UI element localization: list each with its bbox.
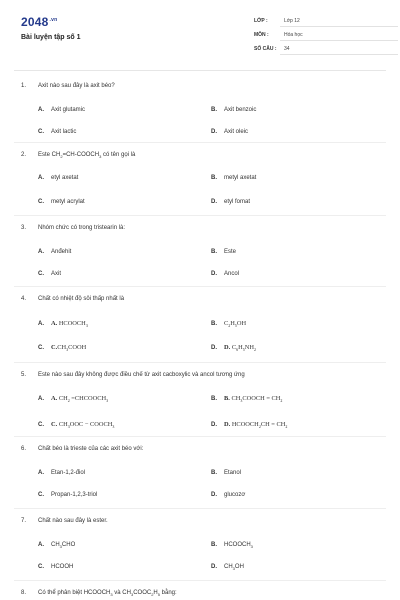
option-letter: B. [211, 470, 217, 476]
question-number: 6. [21, 446, 27, 452]
question-number: 2. [21, 152, 27, 158]
question-stem [21, 372, 245, 378]
question-stem [21, 446, 143, 452]
answer-option[interactable] [38, 395, 108, 402]
answer-option[interactable] [38, 175, 78, 181]
option-text: etyl fomat [224, 199, 251, 205]
question-text: Nhóm chức có trong tristearin là: [38, 225, 126, 231]
option-letter: C. [38, 199, 44, 205]
answer-option[interactable] [211, 271, 239, 277]
option-text: B. $CH_3COOCH = CH_2$ [224, 395, 283, 403]
option-letter: A. [38, 107, 44, 113]
answer-option[interactable] [211, 564, 244, 570]
answer-option[interactable] [38, 271, 61, 277]
question-number: 3. [21, 225, 27, 231]
option-text: C. $CH_3OOC$ − $COOCH_3$ [51, 421, 115, 429]
option-text: Anđehit [51, 249, 72, 255]
option-text: $CH_3CHO$ [51, 542, 76, 549]
question-divider [14, 142, 386, 143]
option-letter: D. [211, 492, 217, 498]
question-number: 7. [21, 518, 27, 524]
option-letter: B. [211, 396, 217, 402]
option-text: Etanol [224, 470, 242, 476]
option-letter: B. [211, 175, 217, 181]
option-text: Axit oleic [224, 129, 249, 135]
answer-option[interactable] [211, 421, 287, 428]
answer-option[interactable] [38, 421, 114, 428]
option-text: Este [224, 249, 237, 255]
option-letter: C. [38, 564, 44, 570]
option-text: HCOOH [51, 564, 74, 570]
answer-option[interactable] [38, 129, 76, 135]
answer-option[interactable] [211, 249, 236, 255]
question-text: Chất có nhiệt độ sôi thấp nhất là [38, 296, 125, 302]
option-text: $HCOOCH_3$ [224, 542, 253, 549]
question-text: Có thể phân biệt $HCOOCH_3$ và $CH_3COOC_2H_5$ bằng: [38, 590, 177, 597]
question-divider [14, 508, 386, 509]
answer-option[interactable] [38, 199, 85, 205]
question-text: Este nào sau đây không được điều chế từ axit cacboxylic và ancol tương ứng [38, 372, 245, 378]
option-letter: C. [38, 422, 44, 428]
option-text: Ancol [224, 271, 240, 277]
question-text: Axit nào sau đây là axit béo? [38, 83, 115, 89]
option-text: D. $HCOOCH_2CH = CH_2$ [224, 421, 288, 429]
option-text: $C_2H_5OH$ [224, 320, 247, 328]
answer-option[interactable] [38, 542, 75, 548]
question-divider [14, 215, 386, 216]
option-text: metyl axetat [224, 175, 257, 181]
option-text: Propan-1,2,3-triol [51, 492, 98, 498]
option-letter: B. [211, 542, 217, 548]
option-letter: D. [211, 271, 217, 277]
answer-option[interactable] [211, 175, 256, 181]
option-text: Axit benzoic [224, 107, 257, 113]
option-letter: D. [211, 345, 217, 351]
option-letter: C. [38, 492, 44, 498]
question-text: Chất béo là trieste của các axit béo với: [38, 446, 144, 452]
answer-option[interactable] [211, 199, 250, 205]
question-divider [14, 286, 386, 287]
option-letter: A. [38, 470, 44, 476]
answer-option[interactable] [211, 107, 256, 113]
option-text: metyl acrylat [51, 199, 85, 205]
question-text: Este $CH_2=CH-COOCH_3$ có tên gọi là [38, 152, 136, 159]
option-letter: A. [38, 249, 44, 255]
option-letter: D. [211, 564, 217, 570]
option-letter: C. [38, 271, 44, 277]
option-letter: A. [38, 321, 44, 327]
option-letter: B. [211, 249, 217, 255]
question-divider [14, 580, 386, 581]
option-text: etyl axetat [51, 175, 79, 181]
worksheet-page: $2048^{.vn}$ Bài luyện tập số 1 LỚP : Lớp 12 MÔN : Hóa học SỐ CÂU : 34 1. Axit nào sau đây là axit béo? A. Axit glutamic B. Axit benzoic C. Axit lactic D. Axit oleic 2. Este $CH_2=CH-COOCH_3$ có tên gọi là A. etyl axetat B. metyl axetat C. metyl acrylat D. etyl fomat 3. Nhóm chức có trong tristearin là: A. Anđehit B. Este C. Axit D. Ancol 4. Chất có nhiệt độ sôi thấp nhất là A. A. $HCOOCH_3$ B. $C_2H_5OH$ C. $C.CH_3COOH$ D. D. $C_6H_5NH_2$ 5. Este nào sau đây không được điều chế từ axit cacboxylic và ancol tương ứng A. A. $CH_2$ $=CHCOOCH_3$ B. B. $CH_3COOCH = CH_2$ C. C. $CH_3OOC$ − $COOCH_3$ D. D. $HCOOCH_2CH = CH_2$ 6. Chất béo là trieste của các axit béo với: A. Etan-1,2-điol B. Etanol C. Propan-1,2,3-triol D. glucozơ 7. Chất nào sau đây là ester. A. $CH_3CHO$ B. $HCOOCH_3$ C. HCOOH D. $CH_3OH$ 8. Có thể phân biệt $HCOOCH_3$ và $CH_3COOC_2H_5$ bằng: [0, 0, 400, 600]
option-text: $C.CH_3COOH$ [51, 344, 87, 352]
question-number: 1. [21, 83, 27, 89]
option-text: A. $CH_2$ $=CHCOOCH_3$ [51, 395, 109, 403]
header-divider [14, 70, 386, 71]
option-letter: D. [211, 129, 217, 135]
option-letter: B. [211, 107, 217, 113]
answer-option[interactable] [211, 129, 248, 135]
question-divider [14, 436, 386, 437]
option-text: Axit glutamic [51, 107, 86, 113]
answer-option[interactable] [38, 249, 71, 255]
question-divider [14, 362, 386, 363]
question-stem [21, 518, 108, 524]
question-stem [21, 590, 177, 596]
answer-option[interactable] [38, 320, 88, 327]
answer-option[interactable] [211, 395, 282, 402]
option-letter: A. [38, 542, 44, 548]
question-number: 4. [21, 296, 27, 302]
answer-option[interactable] [38, 107, 85, 113]
option-letter: D. [211, 422, 217, 428]
answer-option[interactable] [38, 470, 85, 476]
logo[interactable]: $2048^{.vn}$ [21, 15, 58, 29]
question-stem [21, 152, 135, 158]
option-letter: B. [211, 321, 217, 327]
question-text: Chất nào sau đây là ester. [38, 518, 108, 524]
answer-option[interactable] [211, 344, 256, 351]
answer-option[interactable] [211, 492, 245, 498]
option-text: Axit [51, 271, 62, 277]
option-letter: A. [38, 175, 44, 181]
worksheet-title: Bài luyện tập số 1 [21, 34, 81, 41]
question-number: 5. [21, 372, 27, 378]
question-stem [21, 83, 115, 89]
answer-option[interactable] [38, 492, 97, 498]
option-letter: C. [38, 129, 44, 135]
option-text: $CH_3OH$ [224, 564, 244, 571]
option-text: Axit lactic [51, 129, 77, 135]
answer-option[interactable] [38, 564, 73, 570]
option-text: glucozơ [224, 492, 246, 498]
option-letter: C. [38, 345, 44, 351]
answer-option[interactable] [38, 344, 86, 351]
option-letter: A. [38, 396, 44, 402]
answer-option[interactable] [211, 470, 241, 476]
option-text: A. $HCOOCH_3$ [51, 320, 88, 328]
answer-option[interactable] [211, 320, 246, 327]
option-text: Etan-1,2-điol [51, 470, 86, 476]
answer-option[interactable] [211, 542, 253, 548]
question-number: 8. [21, 590, 27, 596]
option-text: D. $C_6H_5NH_2$ [224, 344, 256, 352]
question-stem [21, 225, 125, 231]
question-stem [21, 296, 124, 302]
option-letter: D. [211, 199, 217, 205]
